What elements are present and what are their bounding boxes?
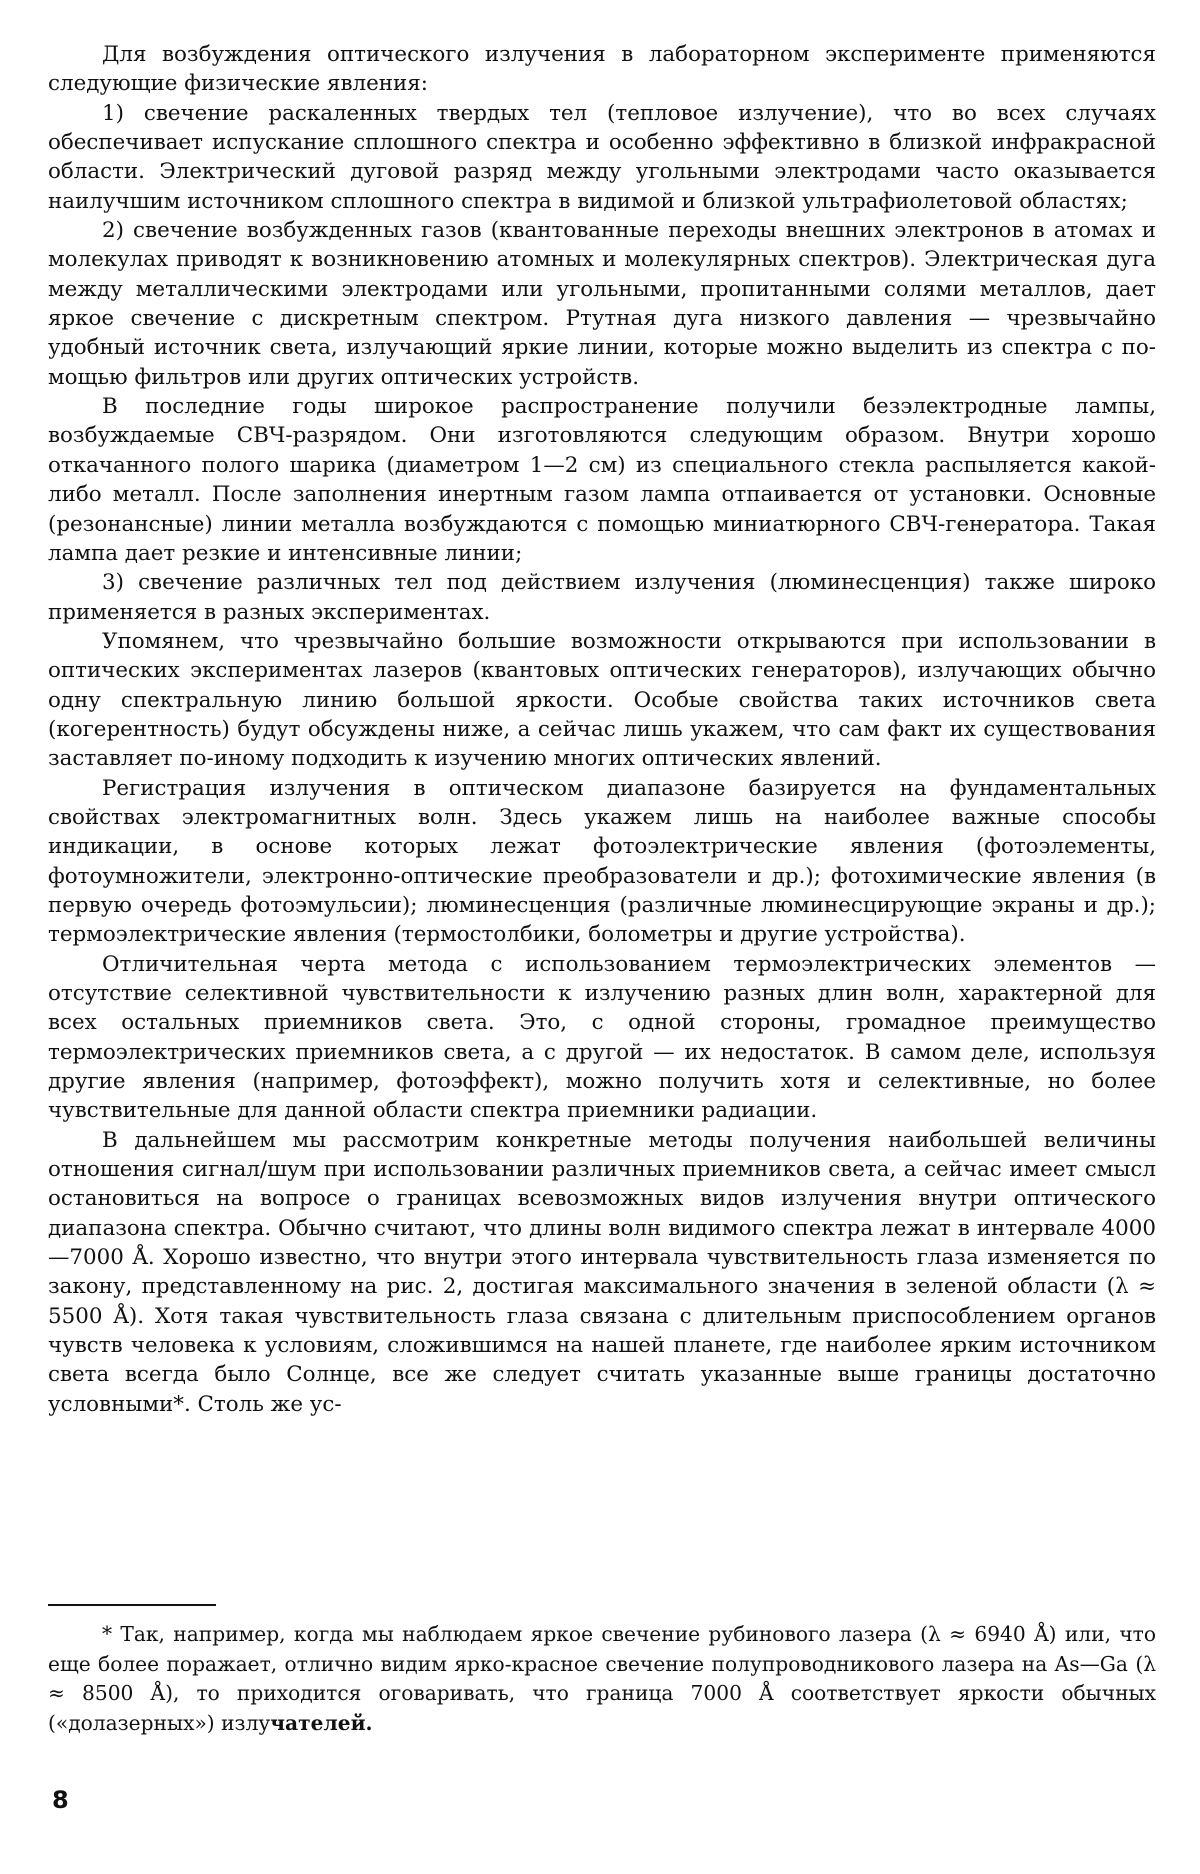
paragraph-lasers: Упомянем, что чрезвычайно большие возможности открываются при использовании в оптических экспериментах лазеров (квантовых оптических генераторов), излучающих обычно одну спектральную линию большой яркости. Особые свойства таких источников света (когерентность) будут обсуждены ниже, а сейчас лишь укажем, что сам факт их существования заставляет по-иному подходить к изучению многих оптических явлений. (48, 628, 1156, 772)
footnote (48, 1620, 1156, 1738)
paragraph-item-3: 3) свечение различных тел под действием излучения (люминесценция) также широко применяется в разных экспериментах. (48, 570, 1156, 625)
paragraph-microwave-lamps: В последние годы широкое распространение получили безэлектродные лампы, возбуждаемые СВЧ-разрядом. Они изготовляются следующим образом. Внутри хорошо откачанного полого шарика (диаметром 1—2 см) из специального стекла распыляется какой-либо металл. После заполнения инертным газом лампа отпаивается от установки. Основные (резонансные) линии металла возбуждаются с помощью миниатюрного СВЧ-генератора. Такая лампа дает резкие и интенсивные линии; (48, 394, 1156, 566)
paragraph-item-2: 2) свечение возбужденных газов (квантованные переходы внешних электронов в атомах и молекулах приводят к возникновению атомных и молекулярных спектров). Электрическая дуга между металлическими электродами или угольными, пропитанными солями металлов, дает яркое свечение с дискретным спектром. Ртутная дуга низкого давления — чрезвычайно удобный источник света, излучающий яркие линии, которые можно выделить из спектра с помощью фильтров или других оптических устройств. (48, 218, 1156, 390)
paragraph-visible-range: В дальнейшем мы рассмотрим конкретные методы получения наибольшей величины отношения сигнал/шум при использовании различных приемников света, а сейчас имеет смысл остановиться на вопросе о границах всевозможных видов излучения внутри оптического диапазона спектра. Обычно считают, что длины волн видимого спектра лежат в интервале 4000—7000 Å. Хорошо известно, что внутри этого интервала чувствительность глаза изменяется по закону, представленному на рис. 2, достигая максимального значения в зеленой области (λ ≈ 5500 Å). Хотя такая чувствительность глаза связана с длительным приспособлением органов чувств человека к условиям, сложившимся на нашей планете, где наиболее ярким источником света всегда было Солнце, все же следует считать указанные выше границы достаточно условными*. Столь же ус- (48, 1127, 1156, 1417)
paragraph-item-1: 1) свечение раскаленных твердых тел (тепловое излучение), что во всех случаях обеспечивает испускание сплошного спектра и особенно эффективно в близкой инфракрасной области. Электрический дуговой разряд между угольными электродами часто оказывается наилучшим источником сплошного спектра в видимой и близкой ультрафиолетовой областях; (48, 100, 1156, 214)
paragraph-thermoelectric: Отличительная черта метода с использованием термоэлектрических элементов —отсутствие селективной чувствительности к излучению разных длин волн, характерной для всех остальных приемников света. Это, с одной стороны, громадное преимущество термоэлектрических приемников света, а с другой — их недостаток. В самом деле, используя другие явления (например, фотоэффект), можно получить хотя и селективные, но более чувствительные для данной области спектра приемники радиации. (48, 951, 1156, 1124)
paragraph-intro: Для возбуждения оптического излучения в лабораторном эксперименте применяются следующие физические явления: (48, 42, 1156, 97)
footnote-divider (48, 1604, 216, 1606)
paragraph-detection: Регистрация излучения в оптическом диапазоне базируется на фундаментальных свойствах электромагнитных волн. Здесь укажем лишь на наиболее важные способы индикации, в основе которых лежат фотоэлектрические явления (фотоэлементы, фотоумножители, электронно-оптические преобразователи и др.); фотохимические явления (в первую очередь фотоэмульсии); люминесценция (различные люминесцирующие экраны и др.); термоэлектрические явления (термостолбики, болометры и другие устройства). (48, 775, 1156, 948)
footnote-ending: чателей. (270, 1710, 373, 1735)
main-text-column (48, 40, 1156, 1419)
footnote-text: * Так, например, когда мы наблюдаем яркое свечение рубинового лазера (λ ≈ 6940 Å) или, что еще более поражает, отлично видим ярко-красное свечение полупроводникового лазера на As—Ga (λ ≈ 8500 Å), то приходится оговаривать, что граница 7000 Å соответствует яркости обычных («долазерных») излу (48, 1622, 1156, 1735)
page-number: 8 (52, 1786, 69, 1814)
